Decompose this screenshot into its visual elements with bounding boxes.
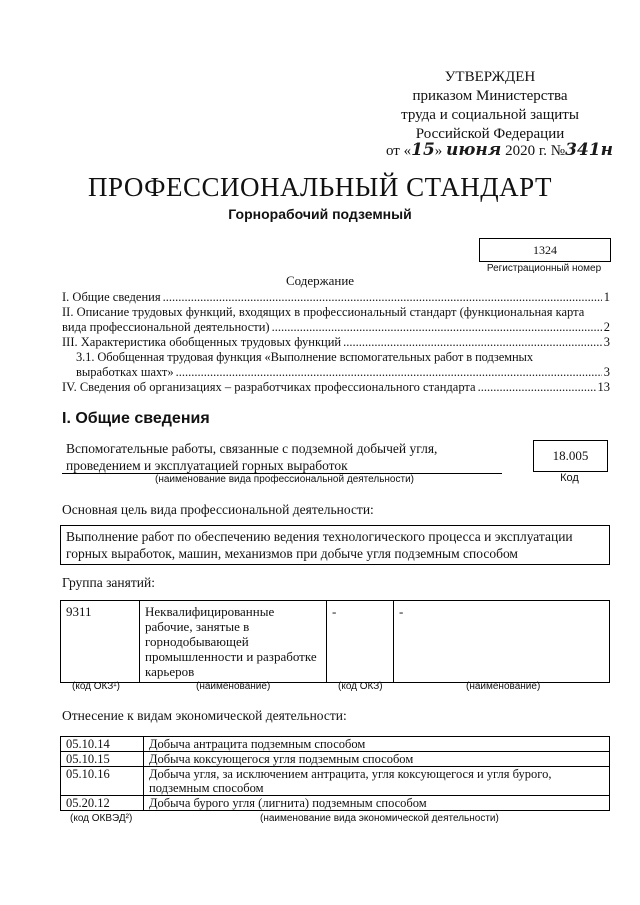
table-row bbox=[61, 737, 610, 752]
activity-kind-line: Вспомогательные работы, связанные с подземной добычей угля, bbox=[66, 441, 438, 456]
econ-code-cell: 05.10.14 bbox=[61, 737, 144, 752]
document-subtitle: Горнорабочий подземный bbox=[228, 206, 412, 222]
toc-title: Содержание bbox=[285, 273, 355, 288]
occupation-table bbox=[60, 600, 610, 683]
handwritten-number: 341н bbox=[565, 140, 614, 160]
table-row bbox=[61, 767, 610, 796]
table-row bbox=[61, 796, 610, 811]
econ-name-cell: Добыча коксующегося угля подземным способом bbox=[144, 752, 610, 767]
toc-item-label: 3.1. Обобщенная трудовая функция «Выполнение вспомогательных работ в подземных bbox=[76, 350, 534, 364]
toc-item-label: IV. Сведения об организациях – разработчиках профессионального стандарта bbox=[62, 380, 476, 394]
activity-kind-line: проведением и эксплуатацией горных выработок bbox=[66, 458, 348, 473]
goal-text-box: Выполнение работ по обеспечению ведения технологического процесса и эксплуатации горных выработок, машин, механизмов при добыче угля подземным способом bbox=[60, 525, 610, 565]
approval-line: труда и социальной защиты bbox=[401, 107, 579, 123]
toc-leader-dots bbox=[163, 290, 602, 305]
toc-leader-dots bbox=[478, 380, 596, 395]
approval-heading: УТВЕРЖДЕН bbox=[444, 69, 536, 85]
table-of-contents bbox=[62, 290, 610, 395]
order-date-line bbox=[386, 140, 613, 160]
occ-caption: (код ОКЗ) bbox=[338, 681, 383, 692]
econ-activity-label: Отнесение к видам экономической деятельности: bbox=[62, 708, 347, 723]
toc-item-label: III. Характеристика обобщенных трудовых функций bbox=[62, 335, 342, 349]
order-quote: » bbox=[434, 143, 447, 159]
order-year: 2020 г. № bbox=[501, 143, 566, 159]
toc-leader-dots bbox=[176, 365, 602, 380]
toc-item-label: I. Общие сведения bbox=[62, 290, 161, 304]
approval-block bbox=[380, 68, 600, 144]
occ-code-cell: 9311 bbox=[61, 601, 140, 683]
activity-code-box: 18.005 bbox=[533, 440, 608, 472]
toc-item[interactable] bbox=[62, 290, 610, 305]
toc-item-page: 3 bbox=[603, 365, 610, 379]
toc-item-label: II. Описание трудовых функций, входящих в профессиональный стандарт (функциональная карта bbox=[62, 305, 585, 319]
registration-number-label: Регистрационный номер bbox=[486, 263, 602, 274]
table-row bbox=[61, 752, 610, 767]
toc-item-label-cont: выработках шахт» bbox=[76, 365, 174, 379]
toc-leader-dots bbox=[272, 320, 602, 335]
econ-name-cell: Добыча угля, за исключением антрацита, угля коксующегося и угля бурого, подземным способом bbox=[144, 767, 610, 796]
table-row bbox=[61, 601, 610, 683]
activity-kind-caption: (наименование вида профессиональной деятельности) bbox=[155, 474, 414, 485]
occ-caption: (код ОКЗ¹) bbox=[72, 681, 120, 692]
econ-caption: (код ОКВЭД²) bbox=[70, 813, 133, 824]
occ-code-cell: - bbox=[327, 601, 394, 683]
toc-item[interactable] bbox=[62, 335, 610, 350]
approval-line: приказом Министерства bbox=[412, 88, 568, 104]
econ-name-cell: Добыча антрацита подземным способом bbox=[144, 737, 610, 752]
occ-name-cell: Неквалифицированные рабочие, занятые в горнодобывающей промышленности и разработке карьеров bbox=[140, 601, 327, 683]
toc-item-label-cont: вида профессиональной деятельности) bbox=[62, 320, 270, 334]
econ-code-cell: 05.20.12 bbox=[61, 796, 144, 811]
toc-item-page: 3 bbox=[603, 335, 610, 349]
occupation-group-label: Группа занятий: bbox=[62, 575, 155, 590]
registration-number-box: 1324 bbox=[479, 238, 611, 262]
econ-code-cell: 05.10.16 bbox=[61, 767, 144, 796]
goal-label: Основная цель вида профессиональной деятельности: bbox=[62, 502, 374, 517]
econ-caption: (наименование вида экономической деятельности) bbox=[260, 813, 499, 824]
document-title: ПРОФЕССИОНАЛЬНЫЙ СТАНДАРТ bbox=[87, 172, 553, 202]
toc-leader-dots bbox=[343, 335, 602, 350]
handwritten-month: июня bbox=[446, 140, 502, 160]
toc-item-page: 2 bbox=[603, 320, 610, 334]
econ-code-cell: 05.10.15 bbox=[61, 752, 144, 767]
econ-activity-table bbox=[60, 736, 610, 811]
activity-code-caption: Код bbox=[560, 472, 579, 484]
handwritten-day: 15 bbox=[411, 140, 435, 160]
toc-item[interactable] bbox=[62, 350, 610, 380]
toc-item-page: 1 bbox=[603, 290, 610, 304]
activity-kind-name bbox=[66, 440, 496, 474]
toc-item-page: 13 bbox=[597, 380, 610, 394]
toc-item[interactable] bbox=[62, 380, 610, 395]
section-heading: I. Общие сведения bbox=[62, 410, 210, 427]
occ-caption: (наименование) bbox=[466, 681, 541, 692]
toc-item[interactable] bbox=[62, 305, 610, 335]
order-prefix: от « bbox=[386, 143, 412, 159]
approval-line: Российской Федерации bbox=[415, 126, 565, 142]
occ-name-cell: - bbox=[394, 601, 610, 683]
occ-caption: (наименование) bbox=[196, 681, 271, 692]
econ-name-cell: Добыча бурого угля (лигнита) подземным способом bbox=[144, 796, 610, 811]
